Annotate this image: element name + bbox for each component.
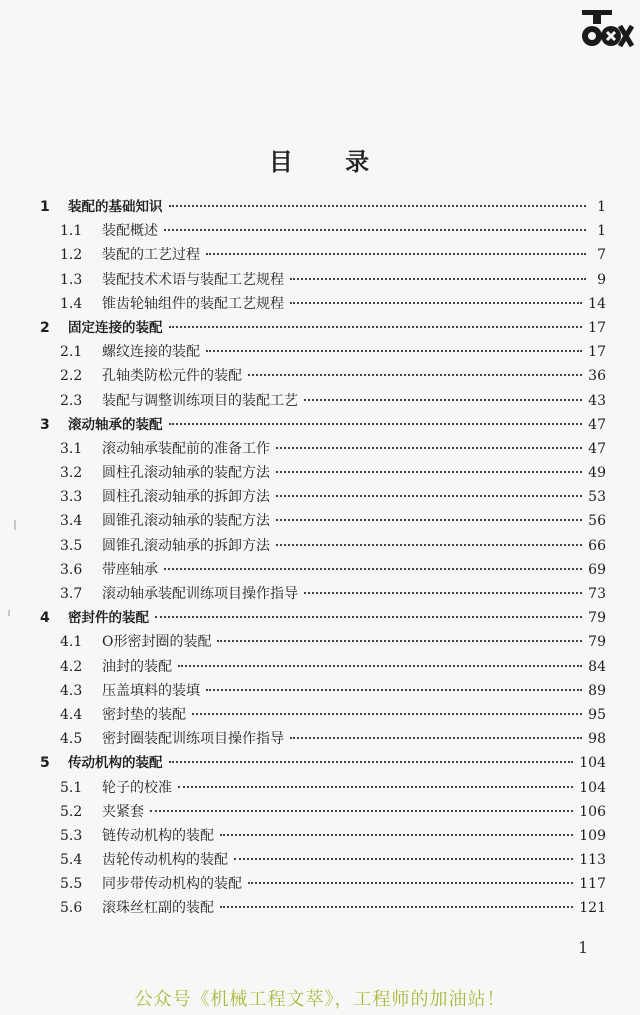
toc-section-row[interactable] (40, 703, 606, 727)
toc-page-number: 1 (597, 223, 606, 240)
toc-chapter-row[interactable] (40, 606, 606, 630)
dot-leader (206, 350, 582, 352)
dot-leader (276, 519, 582, 521)
toc-number: 3.3 (60, 489, 83, 506)
toc-number: 4 (40, 610, 50, 627)
dot-leader (276, 471, 582, 473)
toc-number: 4.5 (60, 731, 83, 748)
toc-page-number: 69 (588, 561, 606, 578)
dot-leader (155, 616, 582, 618)
toc-section-row[interactable] (40, 243, 606, 267)
toc-title: 圆锥孔滚动轴承的拆卸方法 (102, 537, 270, 554)
toc-title: 压盖填料的装填 (102, 682, 200, 699)
toc-section-row[interactable] (40, 268, 606, 292)
dot-leader (169, 326, 583, 328)
toc-number: 1.3 (60, 271, 83, 288)
footer-banner: 公众号《机械工程文萃》，工程师的加油站！ (134, 989, 506, 1010)
toc-number: 3.1 (60, 440, 83, 457)
toc-page-number: 113 (579, 852, 606, 869)
toc-title: O形密封圈的装配 (102, 634, 212, 651)
toc-title: 传动机构的装配 (68, 755, 163, 772)
dot-leader (220, 906, 573, 908)
toc-title: 圆柱孔滚动轴承的拆卸方法 (102, 489, 270, 506)
toc-title: 轮子的校准 (102, 779, 172, 796)
page-title: 目 录 (268, 148, 392, 176)
dot-leader (290, 737, 582, 739)
toc-number: 5.4 (60, 852, 83, 869)
toc-title: 链传动机构的装配 (102, 827, 214, 844)
dot-leader (304, 399, 582, 401)
dot-leader (248, 374, 582, 376)
dot-leader (178, 665, 582, 667)
toc-number: 2.1 (60, 344, 83, 361)
toc-section-row[interactable] (40, 848, 606, 872)
toc-page-number: 104 (579, 755, 606, 772)
dot-leader (276, 544, 582, 546)
toc-number: 1 (40, 199, 50, 215)
dot-leader (164, 229, 586, 231)
dot-leader (290, 278, 586, 280)
toc-chapter-row[interactable] (40, 195, 606, 219)
toc-number: 5.3 (60, 827, 83, 844)
dot-leader (164, 568, 582, 570)
dot-leader (220, 834, 573, 836)
toc-section-row[interactable] (40, 558, 606, 582)
toc-section-row[interactable] (40, 776, 606, 800)
toc-number: 4.3 (60, 682, 83, 699)
toc-section-row[interactable] (40, 630, 606, 654)
toc-page-number: 95 (588, 706, 606, 723)
toc-title: 同步带传动机构的装配 (102, 876, 242, 893)
toc-title: 齿轮传动机构的装配 (102, 852, 228, 869)
toc-page-number: 17 (588, 319, 606, 336)
dot-leader (276, 447, 582, 449)
toc-title: 带座轴承 (102, 561, 158, 578)
toc-number: 5 (40, 755, 50, 772)
toc-title: 油封的装配 (102, 658, 172, 675)
toc-page-number: 17 (588, 344, 606, 361)
toc-number: 5.1 (60, 779, 83, 796)
toc-page-number: 53 (588, 489, 606, 506)
toc-section-row[interactable] (40, 727, 606, 751)
toc-page-number: 14 (588, 295, 606, 312)
toc-page-number: 47 (588, 416, 606, 433)
scan-mark (8, 610, 10, 616)
toc-page-number: 89 (588, 682, 606, 699)
toc-section-row[interactable] (40, 340, 606, 364)
toc-number: 2 (40, 319, 50, 336)
toc-section-row[interactable] (40, 437, 606, 461)
toc-page-number: 121 (579, 900, 606, 917)
toc-page-number: 79 (588, 610, 606, 627)
toc-title: 装配技术术语与装配工艺规程 (102, 271, 284, 288)
toc-number: 5.2 (60, 803, 83, 820)
toc-number: 4.2 (60, 658, 83, 675)
toc-title: 装配与调整训练项目的装配工艺 (102, 392, 298, 409)
toc-title: 固定连接的装配 (68, 319, 163, 336)
toc-chapter-row[interactable] (40, 413, 606, 437)
toc-section-row[interactable] (40, 582, 606, 606)
scan-mark (14, 520, 16, 530)
toc-number: 3.6 (60, 561, 83, 578)
toc-section-row[interactable] (40, 896, 606, 920)
toc-page-number: 73 (588, 586, 606, 602)
toc-number: 2.3 (60, 392, 83, 409)
dot-leader (290, 302, 582, 304)
toc-title: 夹紧套 (102, 803, 144, 820)
toc-title: 密封垫的装配 (102, 706, 186, 723)
toc-chapter-row[interactable] (40, 316, 606, 340)
toc-page-number: 84 (588, 658, 606, 675)
toc-section-row[interactable] (40, 389, 606, 413)
table-of-contents (40, 195, 606, 921)
toc-number: 4.4 (60, 706, 83, 723)
toc-page-number: 109 (579, 827, 606, 844)
toc-page-number: 7 (597, 247, 606, 264)
toc-number: 2.2 (60, 368, 83, 385)
toc-title: 装配概述 (102, 223, 158, 240)
dot-leader (178, 786, 573, 788)
toc-title: 螺纹连接的装配 (102, 344, 200, 361)
toc-title: 滚动轴承装配训练项目操作指导 (102, 586, 298, 602)
toc-number: 1.2 (60, 247, 83, 264)
toc-title: 滚珠丝杠副的装配 (102, 900, 214, 917)
toc-title: 装配的基础知识 (68, 199, 163, 215)
toc-page-number: 66 (588, 537, 606, 554)
toc-page-number: 43 (588, 392, 606, 409)
dot-leader (150, 810, 573, 812)
toc-page-number: 56 (588, 513, 606, 530)
gear-gx-logo-icon (580, 10, 634, 50)
toc-title: 滚动轴承的装配 (68, 416, 163, 433)
toc-title: 圆锥孔滚动轴承的装配方法 (102, 513, 270, 530)
toc-section-row[interactable] (40, 824, 606, 848)
toc-page-number: 1 (597, 199, 606, 215)
toc-section-row[interactable] (40, 534, 606, 558)
toc-section-row[interactable] (40, 800, 606, 824)
toc-title: 滚动轴承装配前的准备工作 (102, 440, 270, 457)
dot-leader (206, 689, 582, 691)
toc-title: 密封圈装配训练项目操作指导 (102, 731, 284, 748)
dot-leader (192, 713, 582, 715)
toc-section-row[interactable] (40, 872, 606, 896)
toc-title: 装配的工艺过程 (102, 247, 200, 264)
toc-chapter-row[interactable] (40, 751, 606, 775)
toc-number: 3 (40, 416, 50, 433)
toc-section-row[interactable] (40, 655, 606, 679)
toc-page-number: 9 (597, 271, 606, 288)
toc-page-number: 106 (579, 803, 606, 820)
dot-leader (206, 253, 586, 255)
toc-number: 3.5 (60, 537, 83, 554)
toc-title: 孔轴类防松元件的装配 (102, 368, 242, 385)
toc-section-row[interactable] (40, 461, 606, 485)
toc-section-row[interactable] (40, 485, 606, 509)
toc-page-number: 47 (588, 440, 606, 457)
toc-page-number: 79 (588, 634, 606, 651)
toc-section-row[interactable] (40, 219, 606, 243)
toc-number: 1.1 (60, 223, 83, 240)
toc-title: 圆柱孔滚动轴承的装配方法 (102, 465, 270, 482)
toc-number: 3.4 (60, 513, 83, 530)
dot-leader (169, 761, 574, 763)
toc-number: 4.1 (60, 634, 83, 651)
dot-leader (169, 423, 583, 425)
toc-page-number: 49 (588, 465, 606, 482)
dot-leader (217, 640, 582, 642)
toc-title: 锥齿轮轴组件的装配工艺规程 (102, 295, 284, 312)
toc-number: 1.4 (60, 295, 83, 312)
dot-leader (248, 882, 573, 884)
dot-leader (169, 205, 587, 207)
toc-section-row[interactable] (40, 364, 606, 388)
toc-number: 5.5 (60, 876, 83, 893)
toc-page-number: 117 (579, 876, 606, 893)
dot-leader (304, 592, 582, 594)
toc-title: 密封件的装配 (68, 610, 149, 627)
dot-leader (276, 495, 582, 497)
toc-page-number: 98 (588, 731, 606, 748)
toc-section-row[interactable] (40, 292, 606, 316)
toc-page-number: 104 (579, 779, 606, 796)
toc-section-row[interactable] (40, 509, 606, 533)
toc-number: 3.7 (60, 586, 83, 602)
toc-page-number: 36 (588, 368, 606, 385)
toc-number: 5.6 (60, 900, 83, 917)
dot-leader (234, 858, 573, 860)
toc-section-row[interactable] (40, 679, 606, 703)
toc-number: 3.2 (60, 465, 83, 482)
page-number: 1 (578, 938, 589, 957)
